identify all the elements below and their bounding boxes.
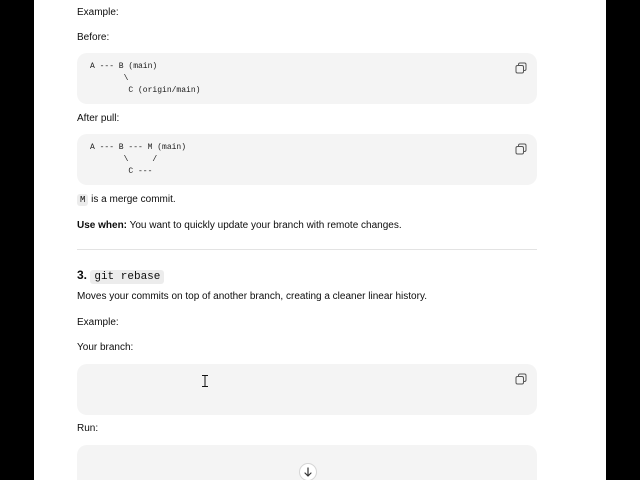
section-code: git rebase	[90, 270, 164, 284]
merge-note	[77, 193, 176, 207]
copy-code-button[interactable]	[515, 372, 527, 384]
inline-code-m: M	[77, 194, 88, 206]
copy-code-button[interactable]	[515, 142, 527, 154]
run-label: Run:	[77, 423, 99, 434]
your-branch-label: Your branch:	[77, 342, 134, 353]
use-when-text: You want to quickly update your branch with remote changes.	[127, 220, 402, 231]
example-label: Example:	[77, 317, 119, 328]
after-pull-label: After pull:	[77, 113, 120, 124]
copy-icon	[515, 62, 527, 74]
copy-code-button[interactable]	[515, 61, 527, 73]
section-number: 3.	[77, 268, 88, 282]
code-block-before	[77, 53, 537, 104]
example-label: Example:	[77, 7, 119, 18]
arrow-down-icon	[300, 464, 316, 480]
code-block-your-branch	[77, 364, 537, 415]
code-before: A --- B (main) \ C (origin/main)	[90, 62, 201, 95]
before-label: Before:	[77, 32, 110, 43]
copy-icon	[515, 373, 527, 385]
divider	[77, 249, 537, 250]
section-heading	[77, 267, 164, 285]
copy-icon	[515, 143, 527, 155]
scroll-to-bottom-button[interactable]	[299, 463, 317, 480]
code-after: A --- B --- M (main) \ / C ---	[90, 143, 187, 176]
use-when-label: Use when:	[77, 220, 128, 231]
text-cursor-icon	[201, 374, 209, 386]
merge-note-text: is a merge commit.	[88, 194, 176, 205]
section-description: Moves your commits on top of another branch, creating a cleaner linear history.	[77, 291, 427, 302]
use-when	[77, 219, 402, 232]
chat-page	[34, 0, 606, 480]
code-block-after	[77, 134, 537, 185]
